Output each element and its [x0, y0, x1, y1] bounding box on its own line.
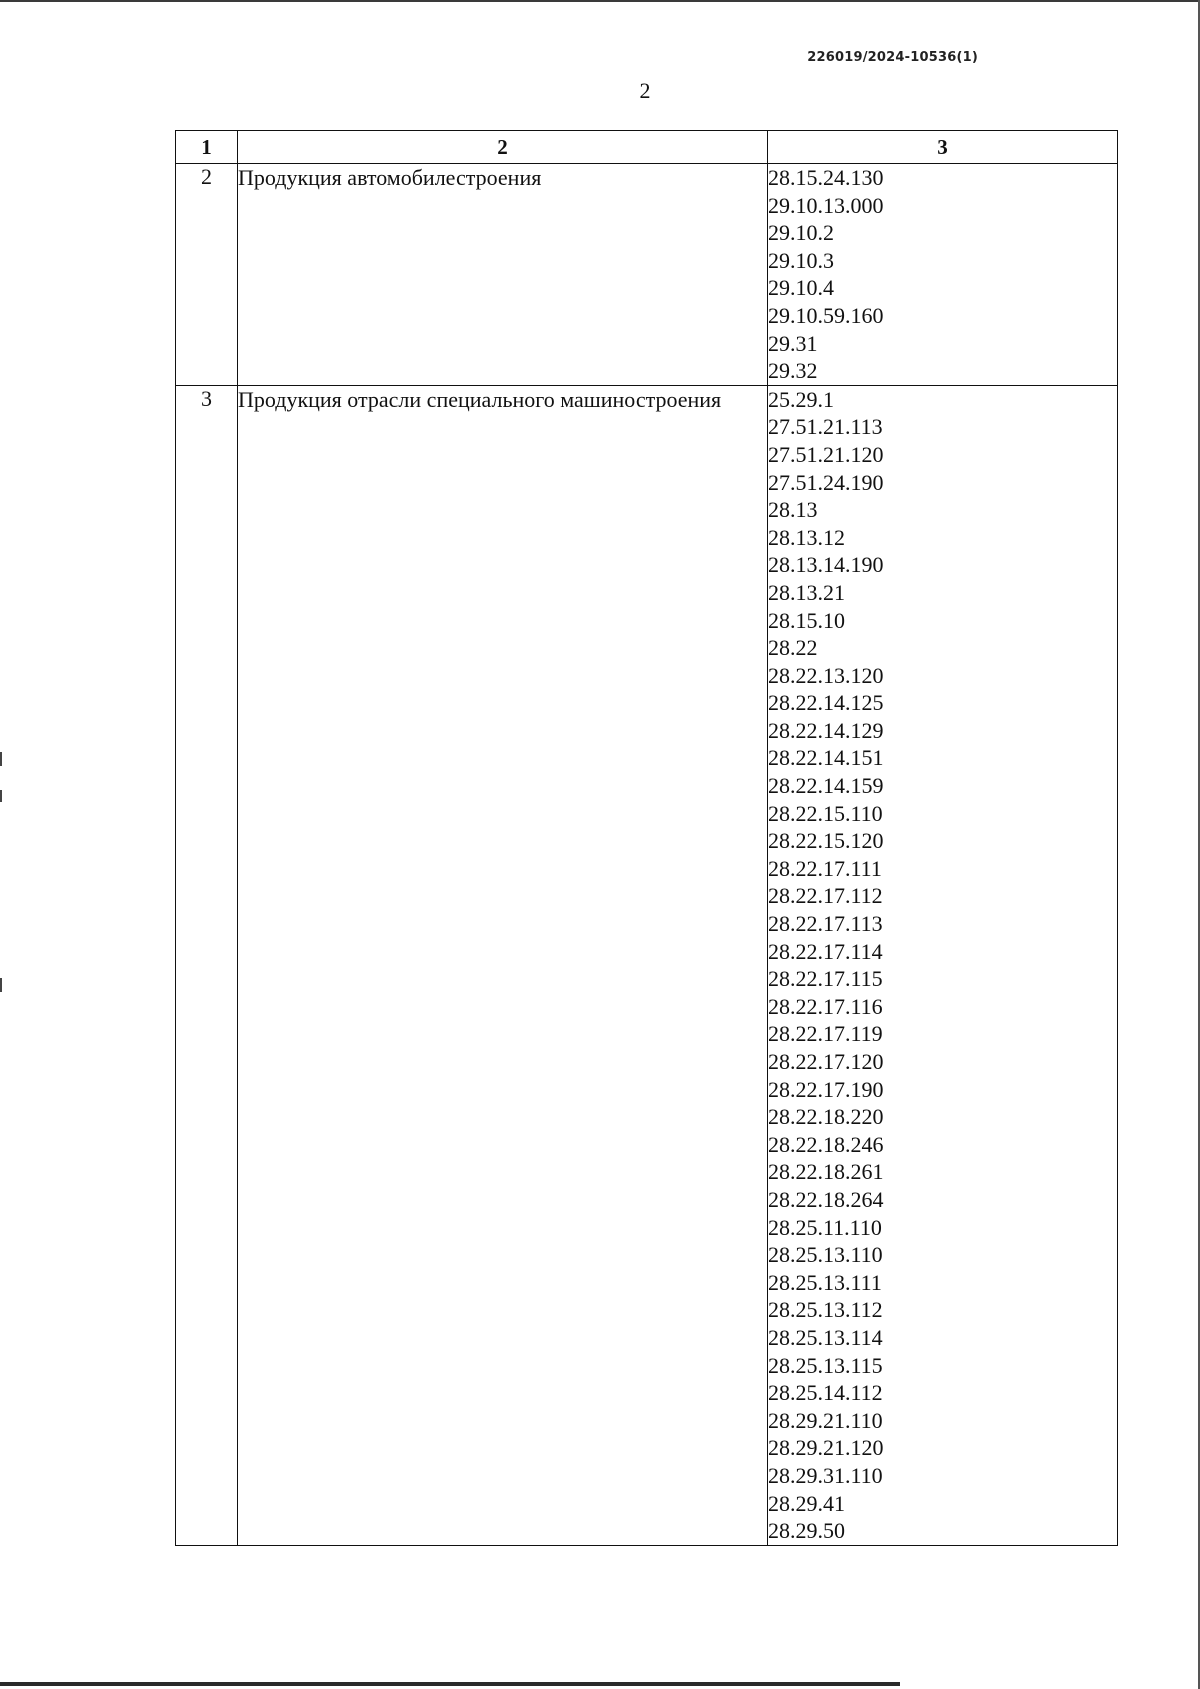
okpd-code: 29.10.3	[768, 247, 834, 273]
okpd-code: 28.22.17.113	[768, 911, 883, 937]
product-name: Продукция отрасли специального машиностроения	[238, 385, 768, 1545]
okpd-code: 28.22.18.246	[768, 1131, 884, 1157]
okpd-code: 28.22.15.110	[768, 800, 883, 826]
okpd-code: 28.29.31.110	[768, 1462, 883, 1488]
okpd-code: 28.25.14.112	[768, 1380, 883, 1406]
row-number: 3	[176, 385, 238, 1545]
okpd-code: 28.25.13.110	[768, 1242, 883, 1268]
okpd-code: 28.22.18.261	[768, 1159, 884, 1185]
okpd-code: 28.22.17.112	[768, 883, 883, 909]
table-header-row	[176, 131, 1118, 164]
okpd-code: 28.25.13.111	[768, 1269, 882, 1295]
okpd-code: 28.22.17.120	[768, 1049, 884, 1074]
table-row	[176, 385, 1118, 1545]
okpd-code: 28.13.12	[768, 524, 845, 550]
okpd-code: 27.51.24.190	[768, 469, 884, 495]
okpd-code: 28.15.24.130	[768, 165, 884, 190]
okpd-code: 29.10.4	[768, 275, 834, 301]
okpd-code: 28.25.13.114	[768, 1324, 883, 1350]
okpd-code: 28.22.14.159	[768, 773, 884, 799]
okpd-code: 28.22.18.220	[768, 1104, 884, 1130]
page-number: 2	[639, 78, 651, 103]
okpd-code: 28.22.13.120	[768, 662, 884, 688]
registration-number: 226019/2024-10536(1)	[807, 50, 978, 65]
okpd-code: 28.22.17.190	[768, 1076, 884, 1102]
okpd-code: 28.22.17.119	[768, 1021, 883, 1047]
column-header: 3	[768, 131, 1118, 164]
okpd-code: 28.15.10	[768, 607, 845, 633]
okpd-code: 28.25.11.110	[768, 1214, 882, 1240]
okpd-code: 27.51.21.120	[768, 441, 884, 467]
okpd-code: 28.22.14.129	[768, 717, 884, 743]
okpd-code: 28.13.14.190	[768, 552, 884, 578]
okpd-code: 28.22.17.115	[768, 966, 883, 992]
okpd-code: 27.51.21.113	[768, 414, 883, 440]
okpd-code: 28.29.21.120	[768, 1435, 884, 1461]
okpd-code: 29.32	[768, 358, 818, 384]
okpd-code: 28.22.17.114	[768, 938, 883, 964]
table-row	[176, 164, 1118, 386]
okpd-code: 28.22	[768, 635, 818, 661]
okpd-code: 29.31	[768, 330, 818, 356]
scan-mark	[0, 790, 2, 802]
column-header: 1	[176, 131, 238, 164]
okpd-code: 28.22.17.111	[768, 855, 882, 881]
okpd-code: 28.22.18.264	[768, 1186, 884, 1212]
okpd-code: 28.29.50	[768, 1518, 845, 1544]
okpd-code: 29.10.13.000	[768, 192, 884, 218]
scan-mark	[0, 978, 2, 992]
okpd-code: 28.13	[768, 497, 818, 523]
okpd-code: 29.10.2	[768, 220, 834, 246]
okpd-code: 28.29.41	[768, 1490, 845, 1516]
okpd-code: 28.25.13.115	[768, 1352, 883, 1378]
okpd-code: 28.25.13.112	[768, 1297, 883, 1323]
okpd-code: 28.22.15.120	[768, 828, 884, 854]
product-codes-table	[175, 130, 1118, 1546]
scan-border-top	[0, 0, 1200, 2]
okpd-codes-cell	[768, 164, 1118, 386]
row-number: 2	[176, 164, 238, 386]
scan-mark	[0, 752, 2, 766]
column-header: 2	[238, 131, 768, 164]
okpd-code: 28.13.21	[768, 579, 845, 605]
okpd-codes-cell	[768, 385, 1118, 1545]
okpd-code: 29.10.59.160	[768, 302, 884, 328]
scan-border-bottom	[0, 1682, 900, 1686]
okpd-code: 28.29.21.110	[768, 1407, 883, 1433]
okpd-code: 28.22.14.151	[768, 745, 884, 771]
product-name: Продукция автомобилестроения	[238, 164, 768, 386]
okpd-code: 28.22.14.125	[768, 690, 884, 716]
okpd-code: 25.29.1	[768, 386, 834, 412]
okpd-code: 28.22.17.116	[768, 993, 883, 1019]
